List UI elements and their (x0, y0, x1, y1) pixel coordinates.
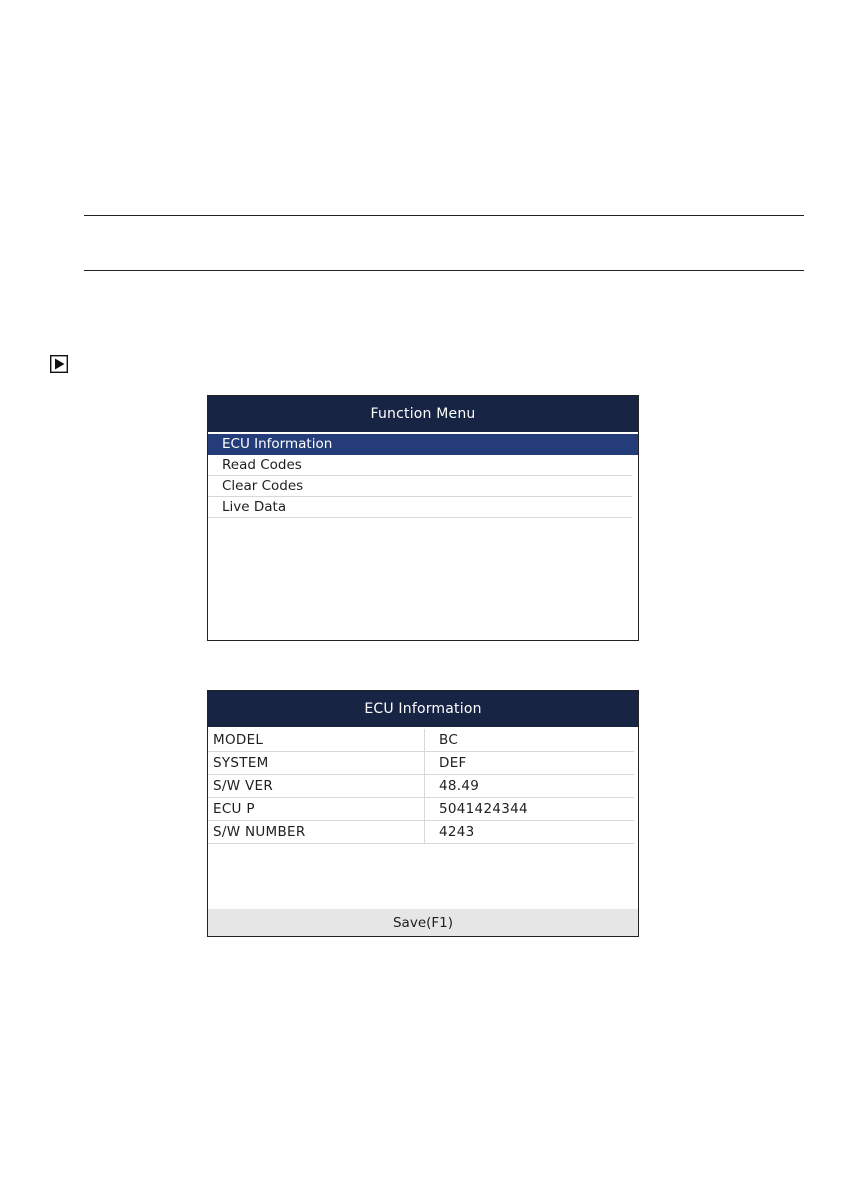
row-value: BC (425, 729, 635, 752)
table-row (208, 775, 634, 798)
menu-item-clear-codes[interactable]: Clear Codes (208, 476, 632, 497)
row-key: S/W VER (208, 775, 425, 798)
row-value: DEF (425, 752, 635, 775)
row-value: 48.49 (425, 775, 635, 798)
ecu-information-screen (207, 690, 639, 937)
function-menu-screen (207, 395, 639, 641)
row-value: 4243 (425, 821, 635, 844)
menu-item-live-data[interactable]: Live Data (208, 497, 632, 518)
play-icon (50, 355, 68, 373)
row-value: 5041424344 (425, 798, 635, 821)
row-key: MODEL (208, 729, 425, 752)
table-row (208, 752, 634, 775)
row-key: ECU P (208, 798, 425, 821)
ecu-information-table (208, 729, 634, 844)
row-key: S/W NUMBER (208, 821, 425, 844)
function-menu-list (208, 434, 638, 518)
table-row (208, 798, 634, 821)
save-button[interactable]: Save(F1) (208, 909, 638, 936)
ecu-information-title: ECU Information (208, 691, 638, 727)
row-key: SYSTEM (208, 752, 425, 775)
menu-item-ecu-information[interactable]: ECU Information (208, 434, 638, 455)
menu-item-read-codes[interactable]: Read Codes (208, 455, 632, 476)
table-row (208, 821, 634, 844)
function-menu-title: Function Menu (208, 396, 638, 432)
top-divider (84, 215, 804, 216)
bottom-divider (84, 270, 804, 271)
table-row (208, 729, 634, 752)
